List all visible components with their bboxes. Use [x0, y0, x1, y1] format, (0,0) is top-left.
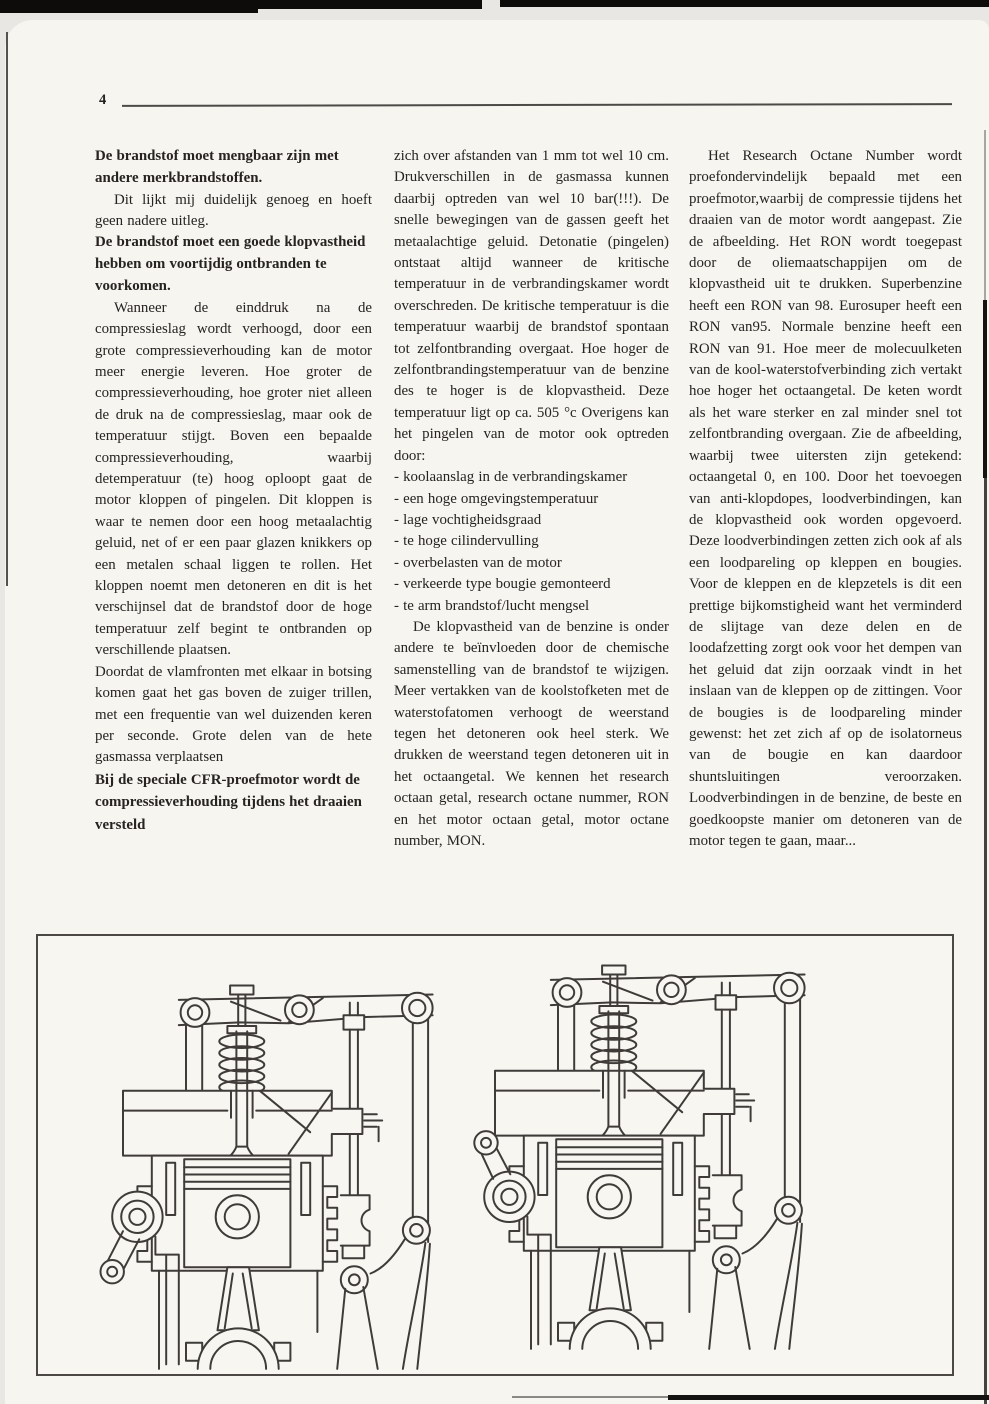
list-item: - een hoge omgevingstemperatuur [394, 490, 599, 507]
scan-artifact-top-bar-right [500, 0, 989, 7]
scan-artifact-bottom-line-gray [512, 1396, 672, 1398]
scan-artifact-top-bar-left-thick [0, 0, 258, 13]
list-item: - te hoge cilindervulling [394, 533, 539, 550]
paragraph: Dit lijkt mij duidelijk genoeg en hoeft geen nadere uitleg. [95, 191, 372, 229]
cfr-engine-cross-section-right [474, 966, 804, 1349]
text-column-1 [95, 146, 372, 836]
text-column-2 [394, 146, 669, 852]
paragraph: Wanneer de einddruk na de compressieslag wordt verhoogd, door een grote compressieverhouding kan de motor meer energie leveren. Hoe groter de compressieverhouding, hoe groter niet alleen de druk na de compressieslag, maar ook de temperatuur stijgt. Boven een bepaalde compressieverhouding, waarbij detemperatuur (te) hoog oploopt gaat de motor kloppen of pingelen. Dit kloppen is waar te nemen door een hoog metaalachtig geluid, net of er een paar glazen knikkers op een metalen schaal liggen te rollen. Het kloppen noemt men detoneren en dit is het verschijnsel dat de brandstof door de hoge temperatuur zelf begint te ontbranden op verschillende plaatsen. [95, 299, 372, 659]
paragraph: Doordat de vlamfronten met elkaar in botsing komen gaat het gas boven de zuiger trillen, met een frequentie van wel duizenden keren per seconde. Grote delen van de hete gasmassa verplaatsen [95, 663, 372, 766]
cfr-engine-cross-section-left [101, 986, 433, 1369]
list-item: - koolaanslag in de verbrandingskamer [394, 469, 628, 486]
paragraph: Het Research Octane Number wordt proefondervindelijk bepaald met een proefmotor,waarbij de compressie tijdens het draaien van de motor wordt aangepast. Zie de afbeelding. Het RON wordt toegepast door de oliemaatschappijen om de klopvastheid uit te drukken. Superbenzine heeft een RON van 98. Eurosuper heeft een RON van95. Normale benzine heeft een RON van 91. Hoe meer de molecuulketen van de kool-waterstofverbinding zich vertakt hoe hoger het octaangetal. De keten wordt als het ware sterker en zal minder snel tot zelfontbranding overgaan. Zie de afbeelding, waarbij twee uitersten zijn getekend: octaangetal 0, en 100. Door het toevoegen van anti-klopdopes, loodverbindingen, kan de klopvastheid ook worden opgevoerd. Deze loodverbindingen zetten zich ook af als een loodpareling op kleppen en bougies. Voor de kleppen en de klepzetels is dit een prettige bijkomstigheid want het verminderd de slijtage van deze delen en de loodafzetting zorgt ook voor het dempen van het geluid dat zijn oorzaak vindt in het inslaan van de kleppen op de zittingen. Voor de bougies is de loodpareling minder gewenst: het zet zich af op de isolatorneus van de bougie en kan daardoor shuntsluitingen veroorzaken. Loodverbindingen in de benzine, de beste en goedkoopste manier om detoneren van de motor tegen te gaan, maar... [689, 148, 962, 849]
figure-caption: Bij de speciale CFR-proefmotor wordt de compressieverhouding tijdens het draaien versteld [95, 771, 362, 833]
paragraph: zich over afstanden van 1 mm tot wel 10 cm. Drukverschillen in de gasmassa kunnen daarbij optreden van wel 10 bar(!!!). De snelle bewegingen van de gassen geeft het metaalachtige geluid. Detonatie (pingelen) ontstaat altijd wanneer de kritische temperatuur in de verbrandingskamer wordt overschreden. De kritische temperatuur is die temperatuur waarbij de brandstof spontaan tot zelfontbranding overgaat. Hoe hoger de zelfontbrandingstemperatuur van de benzine des te hoger is de klopvastheid. Deze temperatuur ligt op ca. 505 °c Overigens kan het pingelen van de motor ook optreden door: [394, 148, 669, 464]
text-column-3 [689, 146, 962, 852]
list-item: - overbelasten van de motor [394, 554, 562, 571]
scan-artifact-right-edge-3 [984, 478, 987, 1404]
list-item: - te arm brandstof/lucht mengsel [394, 597, 590, 614]
paragraph: De klopvastheid van de benzine is onder andere te beïnvloeden door de chemische samenstelling van de brandstof te wijzigen. Meer vertakken van de koolstofketen met de waterstofatomen verhoogt de weerstand tegen het detoneren ook heel sterk. We drukken de weerstand tegen detoneren uit in het octaangetal. We kennen het research octaan getal, research octane nummer, RON en het motor octaan getal, motor octane number, MON. [394, 618, 669, 849]
list-item: - lage vochtigheidsgraad [394, 511, 542, 528]
cfr-engine-figure [38, 936, 952, 1374]
scan-artifact-left-edge [6, 32, 8, 586]
scan-artifact-right-edge-2 [983, 300, 987, 478]
list-item: - verkeerde type bougie gemonteerd [394, 576, 611, 593]
heading-mengbaar: De brandstof moet mengbaar zijn met andere merkbrandstoffen. [95, 148, 339, 186]
cfr-engine-figure-box [36, 934, 954, 1376]
heading-klopvastheid: De brandstof moet een goede klopvastheid hebben om voortijdig ontbranden te voorkomen. [95, 234, 366, 294]
page-number: 4 [99, 92, 107, 108]
scan-artifact-right-edge-1 [984, 130, 986, 302]
scan-artifact-bottom-line-black [668, 1395, 989, 1400]
